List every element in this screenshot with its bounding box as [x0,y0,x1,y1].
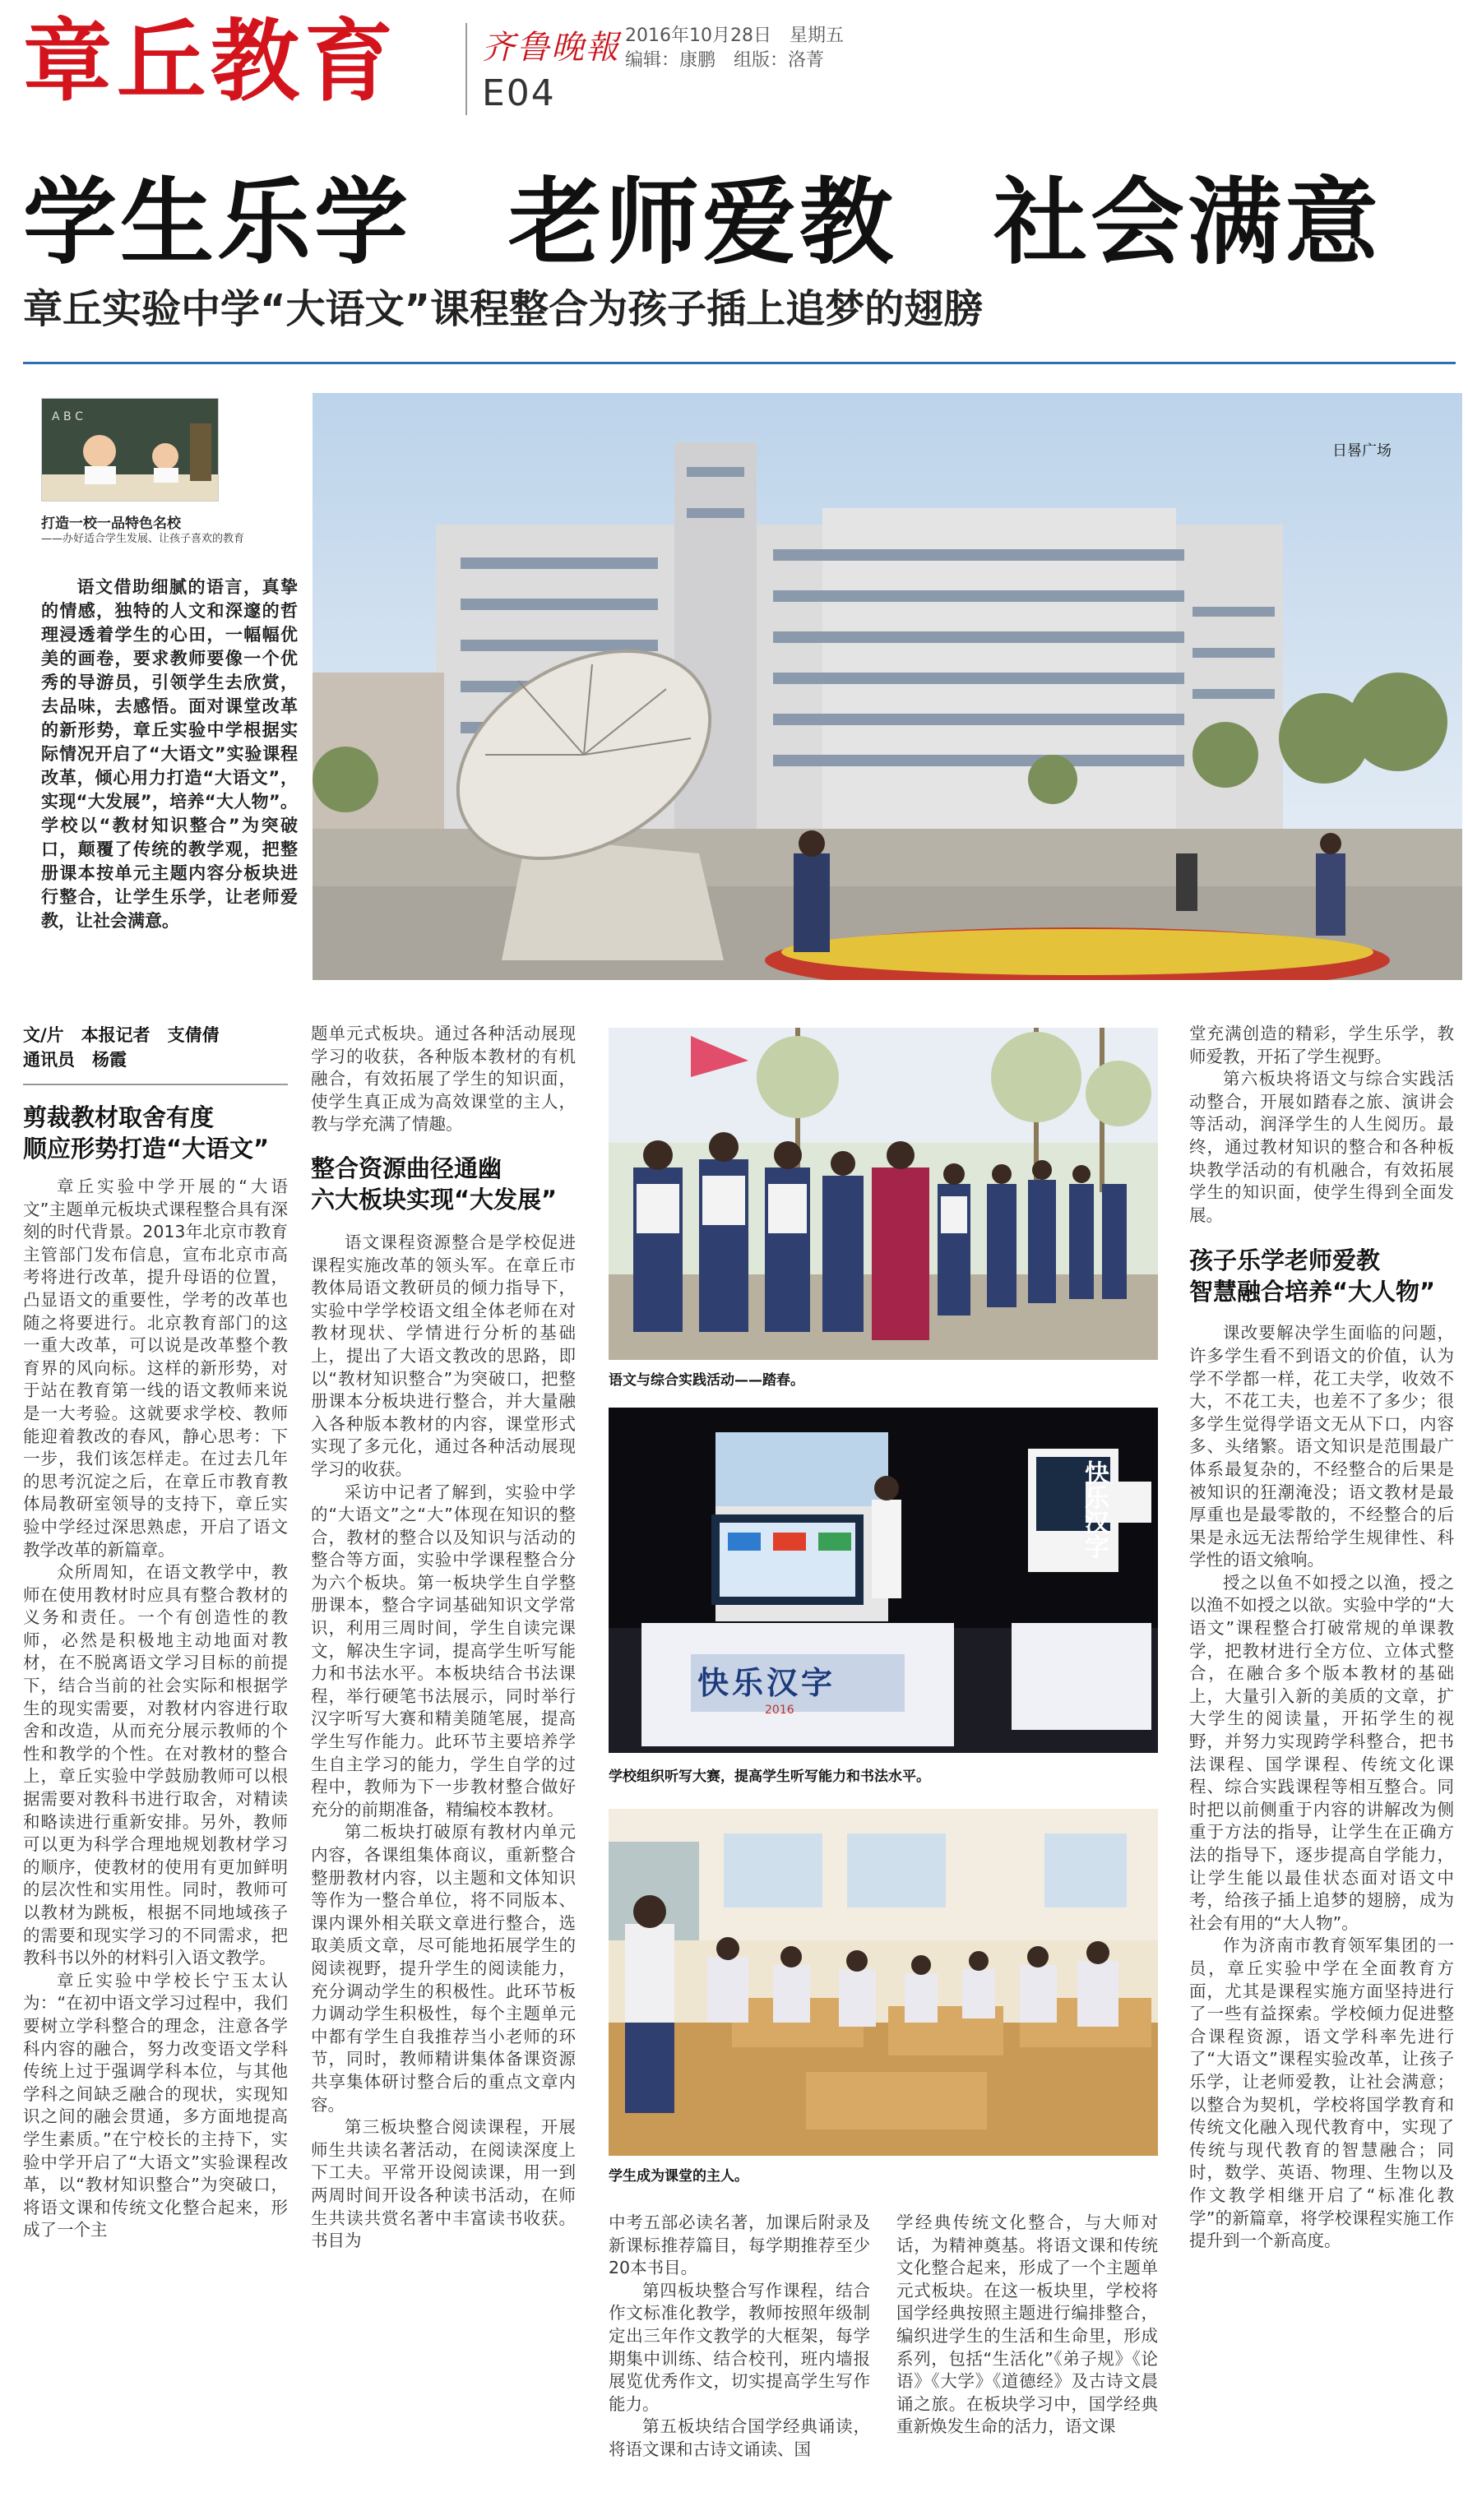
photo-classroom [609,1809,1158,2156]
main-photo-caption: 日晷广场 [1332,442,1392,460]
main-photo [313,393,1462,980]
col1-paragraph: 章丘实验中学校长宁玉太认为：“在初中语文学习过程中，我们要树立学科整合的理念，注意各学科内容的融合，努力改变语文学科传统上过于强调学科本位，与其他学科之间缺乏融合的现状，实现知识之间的融会贯通，多方面地提高学生素质。”在宁校长的主持下，实验中学开启了“大语文”实验课程改革，以“教材知识整合”为突破口，将语文课和传统文化整合起来，形成了一个主 [23,1970,288,2240]
headline: 学生乐学 老师爱教 社会满意 [23,168,1382,277]
photo-classroom-caption: 学生成为课堂的主人。 [609,2168,748,2185]
col3-paragraph: 第五板块结合国学经典诵读，将语文课和古诗文诵读、国 [609,2416,870,2459]
col5-paragraph: 授之以鱼不如授之以渔，授之以渔不如授之以欲。实验中学的“大语文”课程整合打破常规的单课教学，把教材进行全方位、立体式整合，在融合多个版本教材的基础上，大量引入新的美质的文章，扩大学生的阅读量，开拓学生的视野，并努力实现跨学科整合，把书法课程、国学课程、传统文化课程、综合实践课程等相互整合。同时把以前侧重于内容的讲解改为侧重于方法的指导，让学生在正确方法的指导下，逐步提高自学能力，让学生能以最佳状态面对语文中考，给孩子插上追梦的翅膀，成为社会有用的“大人物”。 [1189,1572,1454,1933]
column-2 [311,1023,576,2253]
section-heading-1: 剪裁教材取舍有度 顺应形势打造“大语文” [23,1103,270,1163]
intro-paragraph [41,576,298,933]
byline-rule [23,1084,288,1085]
col1-paragraph: 众所周知，在语文教学中，教师在使用教材时应具有整合教材的义务和责任。一个有创造性的教师，必然是积极地主动地面对教材，在不脱离语文学习目标的前提下，结合当前的社会实际和根据学生的现实需要，对教材内容进行取舍和改造，从而充分展示教师的个性和教学的个性。在对教材的整合上，章丘实验中学鼓励教师可以根据需要对教科书进行取舍，对精读和略读进行重新安排。另外，教师可以更为科学合理地规划教材学习的顺序，使教材的使用有更加鲜明的层次性和实用性。同时，教师可以教材为跳板，根据不同地域孩子的需要和现实学习的不同需求，把教科书以外的材料引入语文教学。 [23,1562,288,1968]
page-number: E04 [482,72,556,114]
col2-continued: 题单元式板块。通过各种活动展现学习的收获，各种版本教材的有机融合，有效拓展了学生的知识面，使学生真正成为高效课堂的主人，教与学充满了情趣。 [311,1024,576,1135]
photo-dictation-caption: 学校组织听写大赛，提高学生听写能力和书法水平。 [609,1769,930,1785]
col2-paragraph: 第三板块整合阅读课程，开展师生共读名著活动，在阅读深度上下工夫。平常开设阅读课，用一到两周时间开设各种读书活动，在师生共读共赏名著中丰富读书收获。书目为 [311,2117,576,2251]
column-5 [1189,1023,1454,2253]
section-heading-2: 整合资源曲径通幽 六大板块实现“大发展” [311,1154,558,1214]
col5-continued: 堂充满创造的精彩，学生乐学，教师爱教，开拓了学生视野。 [1189,1024,1454,1066]
col2-paragraph: 第二板块打破原有教材内单元内容，各课组集体商议，重新整合整册教材内容，以主题和文体知识等作为一整合单位，将不同版本、课内课外相关联文章进行整合，选取美质文章，尽可能地拓展学生的阅读视野，提升学生的阅读能力，充分调动学生的积极性。此环节板力调动学生积极性，每个主题单元中都有学生自我推荐当小老师的环节，同时，教师精讲集体备课资源共享集体研讨整合后的重点文章内容。 [311,1822,576,2115]
contest-banner: 快乐汉字 [697,1665,836,1701]
masthead-divider [465,23,467,115]
col2-paragraph: 语文课程资源整合是学校促进课程实施改革的领头军。在章丘市教体局语文教研员的倾力指导下，实验中学学校语文组全体老师在对教材现状、学情进行分析的基础上，提出了大语文教改的思路，即以“教材知识整合”为突破口，把整册课本分板块进行整合，并大量融入各种版本教材的内容，课堂形式实现了多元化，通过各种活动展现学习的收获。 [311,1232,576,1479]
badge-title: 打造一校一品特色名校 [41,516,181,532]
byline-1: 文/片 本报记者 支倩倩 [23,1025,220,1045]
col2-paragraph: 采访中记者了解到，实验中学的“大语文”之“大”体现在知识的整合，教材的整合以及知识与活动的整合等方面，实验中学课程整合分为六个板块。第一板块学生自学整册课本，整合字词基础知识文学常识，利用三周时间，学生自读完课文，解决生字词，提高学生听写能力和书法水平。本板块结合书法课程，举行硬笔书法展示，同时举行汉字听写大赛和精美随笔展，提高学生写作能力。此环节主要培养学生自主学习的能力，学生自学的过程中，教师为下一步教材整合做好充分的前期准备，精编校本教材。 [311,1482,576,1819]
column-1 [23,1023,288,2242]
issue-date: 2016年10月28日 星期五 [625,25,844,46]
badge-image [41,398,219,502]
column-4-bottom [896,2212,1158,2439]
col1-paragraph: 章丘实验中学开展的“大语文”主题单元板块式课程整合具有深刻的时代背景。2013年北京市教育主管部门发布信息，宣布北京市高考将进行改革，提升母语的位置，凸显语文的重要性，学考的改革也随之将要进行。北京教育部门的这一重大改革，可以说是改革整个教育界的风向标。这样的新形势，对于站在教育第一线的语文教师来说是一大考验。这就要求学校、教师能迎着教改的春风，静心思考：下一步，我们该怎样走。在过去几年的思考沉淀之后，在章丘市教育教体局教研室领导的支持下，章丘实验中学经过深思熟虑，开启了语文教学改革的新篇章。 [23,1177,288,1560]
photo-dictation-contest [609,1408,1158,1753]
col4-continued: 学经典传统文化整合，与大师对话，为精神奠基。将语文课和传统文化整合起来，形成了一个主题单元式板块。在这一板块里，学校将国学经典按照主题进行编排整合，编织进学生的生活和生命里，形成系列，包括“生活化”《弟子规》《论语》《大学》《道德经》及古诗文晨诵之旅。在板块学习中，国学经典重新焕发生命的活力，语文课 [896,2213,1158,2437]
header-rule [23,362,1456,364]
photo-spring-outing [609,1028,1158,1360]
byline-2: 通讯员 杨霞 [23,1050,127,1070]
column-3-bottom [609,2212,870,2462]
editor-credits: 编辑：康鹏 组版：洛菁 [625,50,825,71]
intro-text: 语文借助细腻的语言，真挚的情感，独特的人文和深邃的哲理浸透着学生的心田，一幅幅优美的画卷，要求教师要像一个优秀的导游员，引领学生去欣赏，去品味，去感悟。面对课堂改革的新形势，章丘实验中学根据实际情况开启了“大语文”实验课程改革，倾心用力打造“大语文”，实现“大发展”，培养“大人物”。学校以“教材知识整合”为突破口，颠覆了传统的教学观，把整册课本按单元主题内容分板块进行整合，让学生乐学，让老师爱教，让社会满意。 [41,577,298,931]
svg-text:A B C: A B C [52,410,83,423]
col5-paragraph: 第六板块将语文与综合实践活动整合，开展如踏春之旅、演讲会等活动，润泽学生的人生阅历。最终，通过教材知识的整合和各种板块教学活动的有机融合，有效拓展学生的知识面，使学生得到全面发展。 [1189,1069,1454,1225]
contest-screen-text: 快乐汉字 [1080,1460,1109,1559]
paper-logo: 齐鲁晚報 [482,29,620,67]
col3-continued: 中考五部必读名著，加课后附录及新课标推荐篇目，每学期推荐至少20本书目。 [609,2213,870,2278]
badge-subtitle: ——办好适合学生发展、让孩子喜欢的教育 [41,533,245,545]
photo-spring-caption: 语文与综合实践活动——踏春。 [609,1372,804,1389]
contest-year: 2016 [765,1704,794,1717]
col5-paragraph: 作为济南市教育领军集团的一员，章丘实验中学在全面教育方面，尤其是课程实施方面坚持进行了一些有益探索。学校倾力促进整合课程资源，语文学科率先进行了“大语文”课程实验改革，让孩子乐学，让老师爱教，让社会满意；以整合为契机，学校将国学教育和传统文化融入现代教育中，实现了传统与现代教育的智慧融合；同时，数学、英语、物理、生物以及作文教学相继开启了“标准化教学”的新篇章，将学校课程实施工作提升到一个新高度。 [1189,1935,1454,2251]
section-title: 章丘教育 [23,11,399,113]
col3-paragraph: 第四板块整合写作课程，结合作文标准化教学，教师按照年级制定出三年作文教学的大框架，每学期集中训练、结合校刊，班内墙报展览优秀作文，切实提高学生写作能力。 [609,2280,870,2414]
section-heading-3: 孩子乐学老师爱教 智慧融合培养“大人物” [1189,1246,1436,1306]
subheadline: 章丘实验中学“大语文”课程整合为孩子插上追梦的翅膀 [23,286,984,332]
col5-paragraph: 课改要解决学生面临的问题，许多学生看不到语文的价值，认为学不学都一样，花工夫学，收效不大，不花工夫，也差不了多少；很多学生觉得学语文无从下口，内容多、头绪繁。语文知识是范围最广体系最复杂的，不经整合的后果是被知识的狂潮淹没；语文教材是最厚重也是最零散的，不经整合的后果是永远无法帮给学生规律性、科学性的语文飨响。 [1189,1323,1454,1570]
